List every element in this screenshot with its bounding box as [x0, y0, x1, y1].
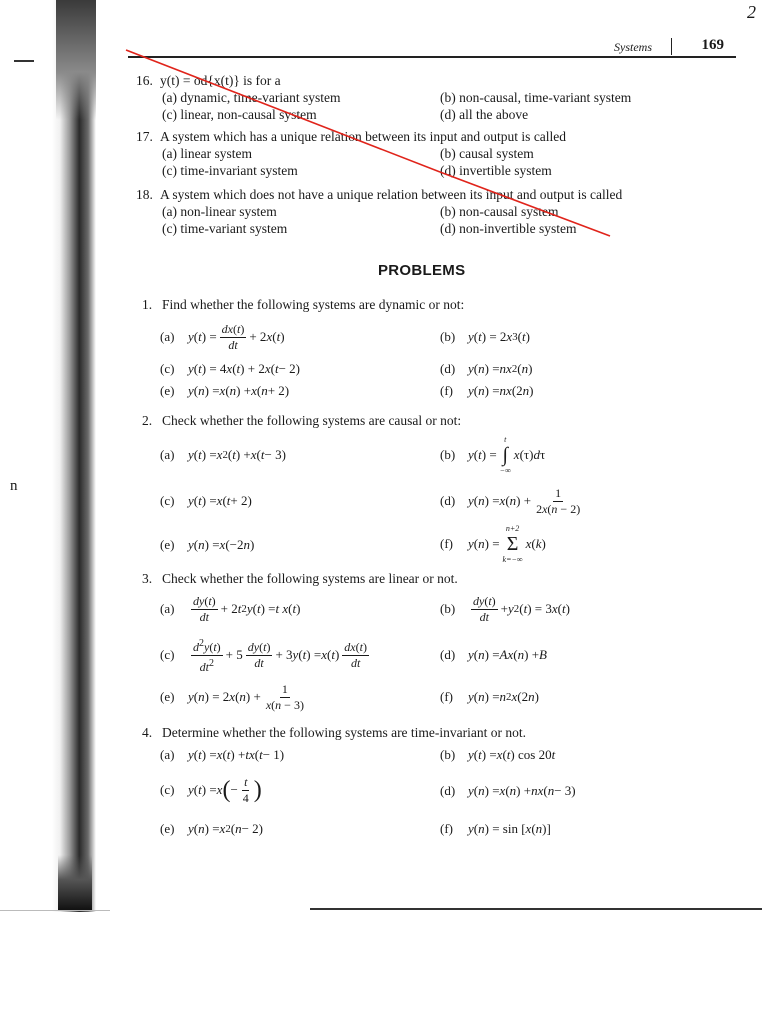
problem-3f-equation: (f) y ( n ) = n 2 x (2 n ) — [440, 689, 539, 704]
page-number: 169 — [701, 37, 724, 53]
part-label: (f) — [440, 689, 453, 704]
mcq-number: 16. — [136, 73, 153, 88]
problem-2c-equation: (c) y ( t ) = x ( t + 2) — [160, 493, 252, 508]
mcq-18-option-c: (c) time-variant system — [162, 221, 288, 236]
mcq-stem-text: y(t) = od{x(t)} is for a — [160, 73, 281, 88]
part-label: (d) — [440, 361, 456, 376]
part-label: (a) — [160, 447, 175, 462]
mcq-17-option-c: (c) time-invariant system — [162, 163, 298, 178]
problem-3a-equation: (a) $\frac{dy(t)}{dt}$ + 2 t 2 y ( t ) = t x ( t ) — [160, 593, 301, 624]
problem-4a-equation: (a) y ( t ) = x ( t ) + tx ( t − 1) — [160, 747, 285, 762]
part-label: (c) — [160, 647, 175, 662]
part-label: (b) — [440, 747, 456, 762]
handwritten-page-mark: 2 — [747, 2, 756, 22]
part-label: (d) — [440, 783, 456, 798]
problem-number: 4. — [142, 725, 153, 740]
part-label: (b) — [440, 601, 456, 616]
problem-text: Check whether the following systems are linear or not. — [162, 571, 458, 586]
part-label: (d) — [440, 647, 456, 662]
problem-4f-equation: (f) y ( n ) = sin [ x ( n )] — [440, 821, 551, 836]
mcq-16-option-d: (d) all the above — [440, 107, 529, 122]
mcq-18-option-a: (a) non-linear system — [162, 204, 277, 219]
problem-text: Find whether the following systems are dynamic or not: — [162, 297, 465, 312]
mcq-stem-text: A system which has a unique relation between its input and output is called — [160, 129, 567, 144]
problem-3d-equation: (d) y ( n ) = Ax ( n ) + B — [440, 647, 547, 662]
problem-3c-equation: (c) $\frac{d^2y(t)}{dt^2}$ + 5 $\frac{dy(t)}{dt}$ + 3 y ( t ) = x ( t ) $\frac{dx(t)}{dt}$ — [160, 637, 367, 674]
pen-stroke-lower — [440, 172, 610, 236]
problem-2b-equation: (b) y ( t ) = t ∫ −∞ x (τ) d τ — [440, 435, 546, 475]
mcq-16-option-c: (c) linear, non-causal system — [162, 107, 317, 122]
part-label: (e) — [160, 821, 175, 836]
problem-number: 1. — [142, 297, 153, 312]
margin-letter: n — [10, 478, 18, 494]
problem-number: 3. — [142, 571, 153, 586]
problem-1c-equation: (c) y ( t ) = 4 x ( t ) + 2 x ( t − 2) — [160, 361, 301, 376]
problem-text: Determine whether the following systems are time-invariant or not. — [162, 725, 527, 740]
problem-2f-equation: (f) y ( n ) = n+2 Σ k=−∞ x ( k ) — [440, 524, 546, 564]
mcq-stem-text: A system which does not have a unique relation between its input and output is called — [160, 187, 623, 202]
part-label: (f) — [440, 821, 453, 836]
problem-1b-equation: (b) y ( t ) = 2 x 3 ( t ) — [440, 329, 530, 344]
mcq-number: 18. — [136, 187, 153, 202]
problem-2e-equation: (e) y ( n ) = x (−2 n ) — [160, 537, 255, 552]
part-label: (e) — [160, 537, 175, 552]
problem-1d-equation: (d) y ( n ) = nx 2 ( n ) — [440, 361, 533, 376]
part-label: (c) — [160, 493, 175, 508]
part-label: (e) — [160, 383, 175, 398]
part-label: (a) — [160, 747, 175, 762]
problem-4d-equation: (d) y ( n ) = x ( n ) + nx ( n − 3) — [440, 783, 576, 798]
part-label: (f) — [440, 536, 453, 551]
mcq-17-option-a: (a) linear system — [162, 146, 252, 161]
mcq-number: 17. — [136, 129, 153, 144]
part-label: (b) — [440, 447, 456, 462]
part-label: (e) — [160, 689, 175, 704]
part-label: (a) — [160, 329, 175, 344]
problem-1f-equation: (f) y ( n ) = nx (2 n ) — [440, 383, 534, 398]
part-label: (f) — [440, 383, 453, 398]
problem-2d-equation: (d) y ( n ) = x ( n ) + $\frac{1}{2x(n - 2)}$ — [440, 485, 581, 516]
problem-4c-equation: (c) y ( t ) = x ( − $\frac{t}{4}$ ) — [160, 774, 262, 805]
mcq-18-option-b: (b) non-causal system — [440, 204, 559, 219]
section-title: PROBLEMS — [378, 262, 466, 279]
problem-1a-equation: (a) y ( t ) = $\frac{dx(t)}{dt}$ + 2 x ( t ) — [160, 321, 285, 352]
mcq-18-option-d: (d) non-invertible system — [440, 221, 577, 236]
pen-stroke-upper — [126, 50, 440, 172]
part-label: (c) — [160, 782, 175, 797]
problem-4b-equation: (b) y ( t ) = x ( t ) cos 20 t — [440, 747, 556, 762]
mcq-16-option-b: (b) non-causal, time-variant system — [440, 90, 632, 105]
running-head: Systems — [614, 40, 652, 54]
problem-text: Check whether the following systems are causal or not: — [162, 413, 462, 428]
problem-3e-equation: (e) y ( n ) = 2 x ( n ) + $\frac{1}{x(n - 3)}$ — [160, 681, 304, 712]
problem-2a-equation: (a) y ( t ) = x 2 ( t ) + x ( t − 3) — [160, 447, 286, 462]
part-label: (b) — [440, 329, 456, 344]
problem-1e-equation: (e) y ( n ) = x ( n ) + x ( n + 2) — [160, 383, 290, 398]
problem-3b-equation: (b) $\frac{dy(t)}{dt}$ + y 2 ( t ) = 3 x ( t ) — [440, 593, 570, 624]
part-label: (a) — [160, 601, 175, 616]
part-label: (c) — [160, 361, 175, 376]
problem-4e-equation: (e) y ( n ) = x 2 ( n − 2) — [160, 821, 264, 836]
problem-number: 2. — [142, 413, 153, 428]
mcq-17-option-b: (b) causal system — [440, 146, 534, 161]
mcq-17-option-d: (d) invertible system — [440, 163, 552, 178]
mcq-16-option-a: (a) dynamic, time-variant system — [162, 90, 341, 105]
part-label: (d) — [440, 493, 456, 508]
